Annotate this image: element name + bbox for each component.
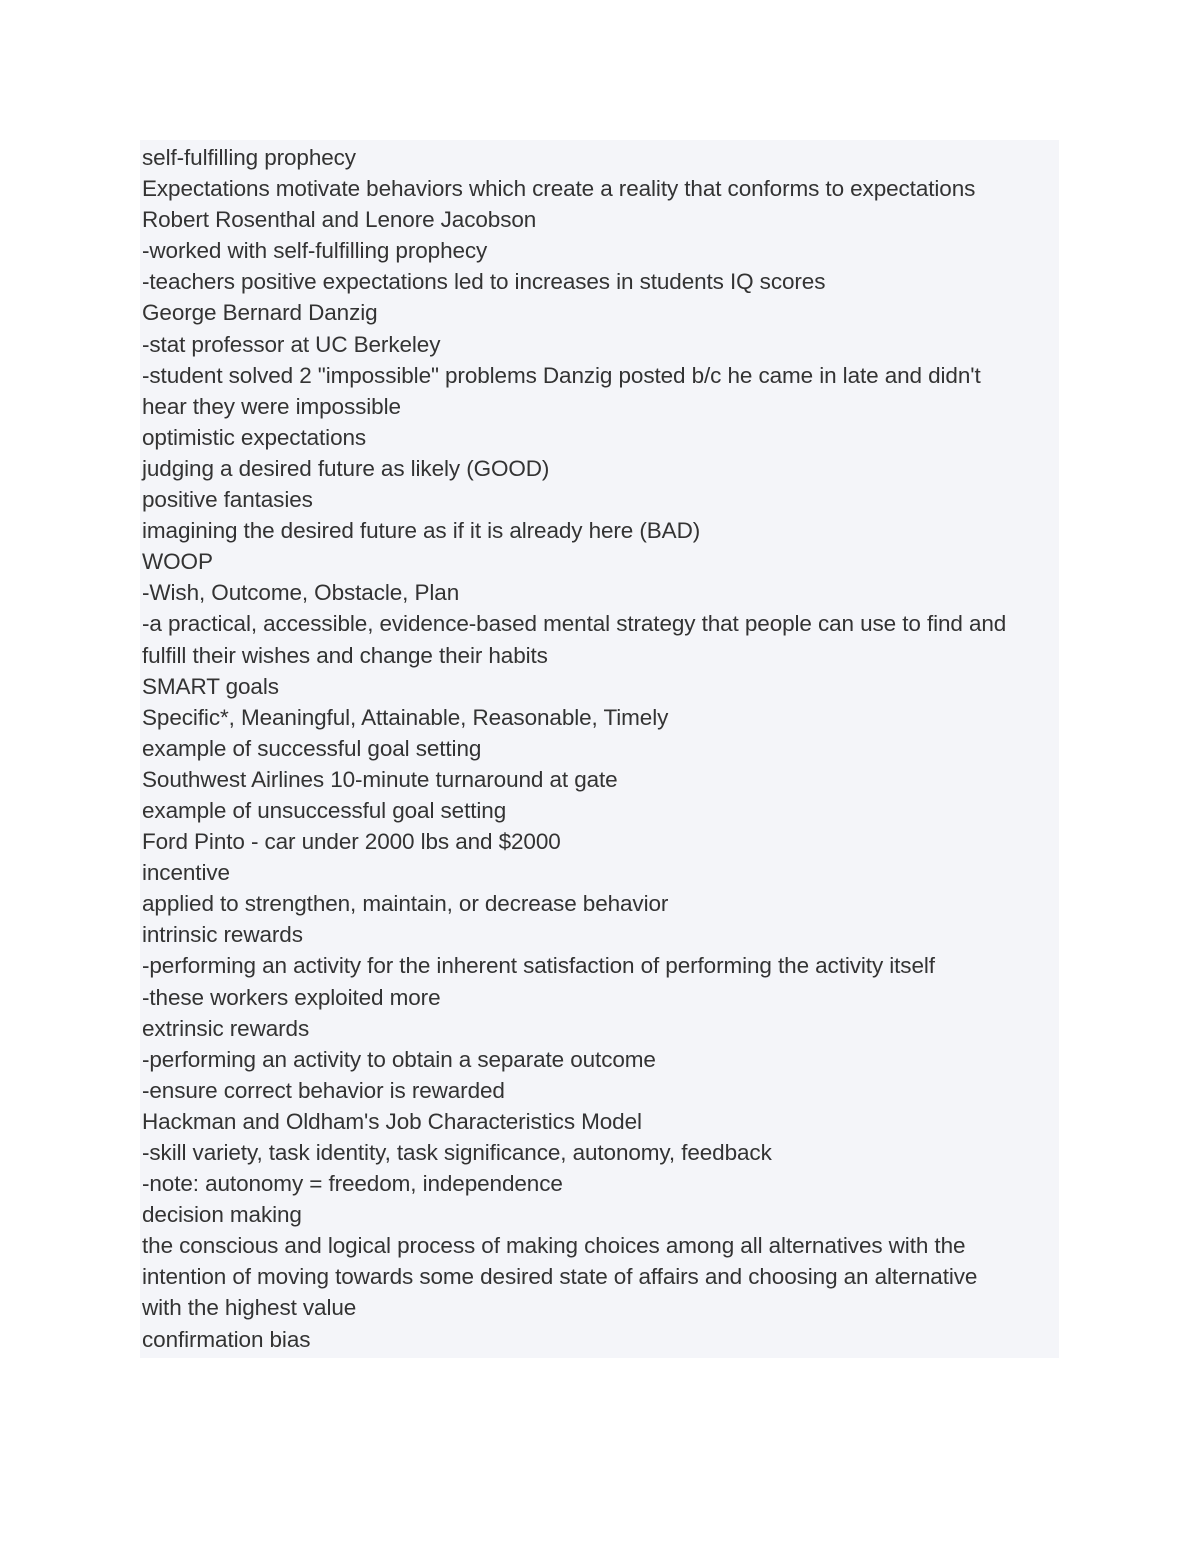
notes-text-block	[140, 140, 1059, 1358]
text-line: optimistic expectations	[142, 424, 367, 450]
text-line: applied to strengthen, maintain, or decrease behavior	[142, 891, 669, 917]
text-line: positive fantasies	[142, 487, 313, 513]
text-line: WOOP	[142, 549, 213, 575]
text-line: extrinsic rewards	[142, 1015, 310, 1041]
text-line: confirmation bias	[142, 1326, 311, 1352]
text-line: example of successful goal setting	[142, 735, 482, 761]
text-line: SMART goals	[142, 673, 279, 699]
text-line: -skill variety, task identity, task significance, autonomy, feedback	[142, 1140, 772, 1165]
text-line: imagining the desired future as if it is already here (BAD)	[142, 518, 701, 544]
text-line: Ford Pinto - car under 2000 lbs and $2000	[142, 829, 561, 855]
text-line: Southwest Airlines 10-minute turnaround at gate	[142, 766, 618, 792]
text-line: Robert Rosenthal and Lenore Jacobson	[142, 207, 537, 233]
text-line: the conscious and logical process of making choices among all alternatives with the	[142, 1233, 966, 1259]
text-line: -a practical, accessible, evidence-based mental strategy that people can use to find and	[142, 611, 1007, 637]
text-line: Specific*, Meaningful, Attainable, Reasonable, Timely	[142, 704, 669, 730]
text-line: incentive	[142, 860, 230, 886]
text-line: decision making	[142, 1202, 302, 1228]
text-line: -note: autonomy = freedom, independence	[142, 1171, 563, 1197]
text-line: Hackman and Oldham's Job Characteristics Model	[142, 1108, 642, 1134]
text-line: -teachers positive expectations led to increases in students IQ scores	[142, 269, 826, 295]
text-line: -stat professor at UC Berkeley	[142, 331, 441, 357]
text-line: hear they were impossible	[142, 393, 401, 419]
text-line: -performing an activity for the inherent satisfaction of performing the activity itself	[142, 953, 935, 979]
text-line: intrinsic rewards	[142, 922, 303, 948]
text-line: -worked with self-fulfilling prophecy	[142, 238, 488, 264]
text-line: -ensure correct behavior is rewarded	[142, 1077, 505, 1103]
text-line: with the highest value	[142, 1295, 357, 1321]
text-line: self-fulfilling prophecy	[142, 145, 356, 170]
text-line: judging a desired future as likely (GOOD)	[142, 455, 550, 481]
text-line: -student solved 2 "impossible" problems Danzig posted b/c he came in late and didn't	[142, 362, 981, 388]
text-line: George Bernard Danzig	[142, 300, 378, 326]
text-line: fulfill their wishes and change their habits	[142, 642, 548, 668]
text-line: intention of moving towards some desired state of affairs and choosing an alternative	[142, 1264, 978, 1290]
text-line: example of unsuccessful goal setting	[142, 797, 507, 823]
text-line: -these workers exploited more	[142, 984, 441, 1010]
text-line: Expectations motivate behaviors which create a reality that conforms to expectations	[142, 176, 976, 202]
text-line: -performing an activity to obtain a separate outcome	[142, 1046, 656, 1072]
text-line: -Wish, Outcome, Obstacle, Plan	[142, 580, 460, 606]
